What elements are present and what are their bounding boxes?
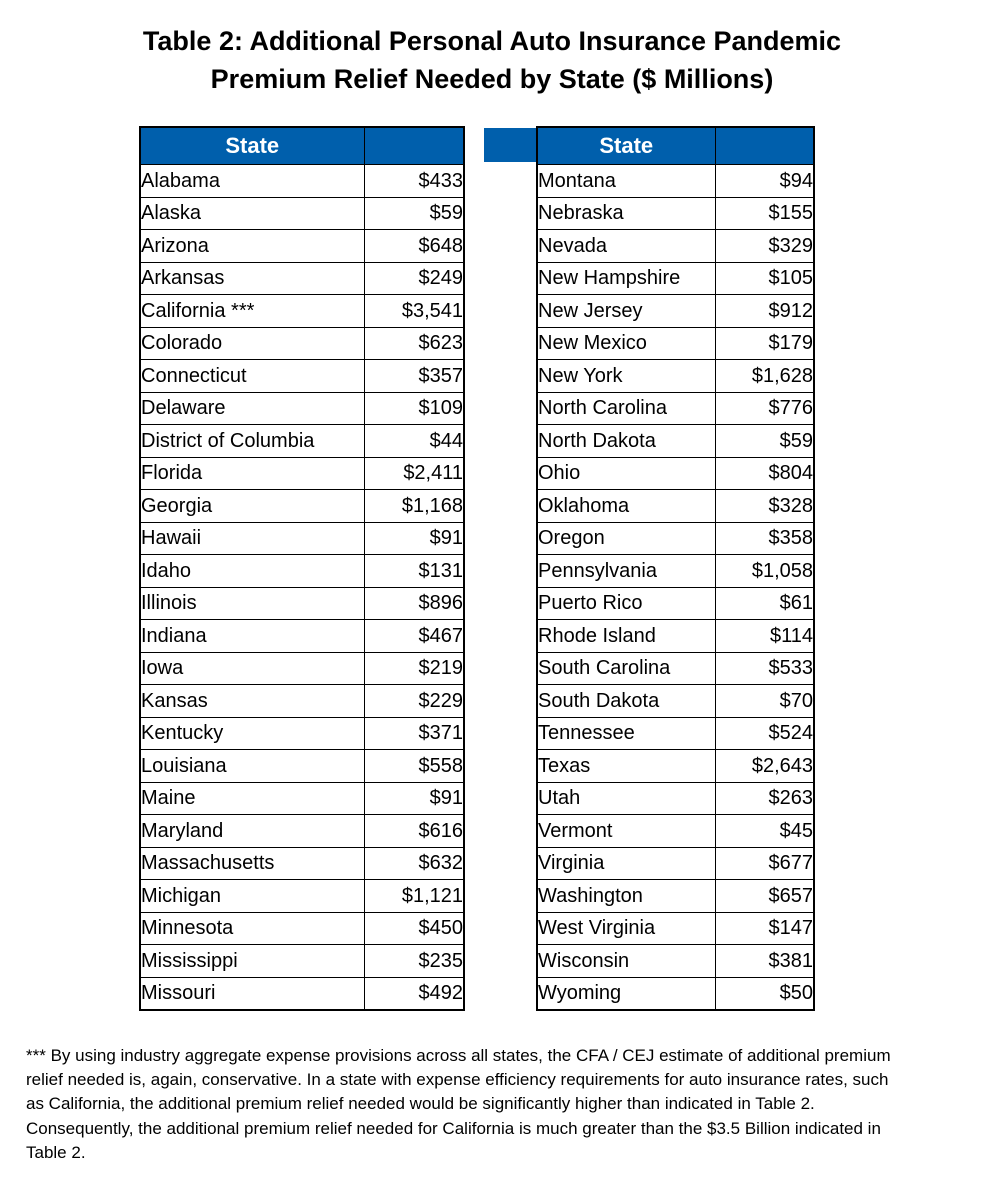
state-name-cell: Delaware [140,392,364,425]
relief-value-cell: $804 [715,457,814,490]
table-row [537,425,814,458]
state-name-cell: Maine [140,782,364,815]
table-row [537,782,814,815]
relief-value-cell: $155 [715,197,814,230]
footnote [26,1044,976,1165]
state-name-cell: New Mexico [537,327,715,360]
state-name-cell: Montana [537,165,715,198]
table-row [537,977,814,1010]
relief-value-cell: $524 [715,717,814,750]
relief-value-cell: $533 [715,652,814,685]
relief-value-cell: $94 [715,165,814,198]
relief-value-cell: $648 [364,230,464,263]
table-row [537,490,814,523]
state-name-cell: Oklahoma [537,490,715,523]
table-row [537,327,814,360]
state-name-cell: North Carolina [537,392,715,425]
title-line-1: Table 2: Additional Personal Auto Insurance Pandemic [142,26,842,56]
state-name-cell: Nebraska [537,197,715,230]
relief-value-cell: $61 [715,587,814,620]
state-name-cell: Missouri [140,977,364,1010]
column-header-state: State [537,127,715,165]
table-row [537,457,814,490]
table-row [140,685,464,718]
relief-value-cell: $1,058 [715,555,814,588]
table-row [140,652,464,685]
table-row [537,685,814,718]
footnote-line: Table 2. [26,1142,86,1162]
relief-value-cell: $50 [715,977,814,1010]
table-row [537,522,814,555]
table-row [537,945,814,978]
relief-value-cell: $91 [364,782,464,815]
table-row [537,815,814,848]
state-name-cell: Utah [537,782,715,815]
state-name-cell: Maryland [140,815,364,848]
relief-value-cell: $131 [364,555,464,588]
state-name-cell: Indiana [140,620,364,653]
table-row [140,522,464,555]
state-name-cell: North Dakota [537,425,715,458]
state-name-cell: Pennsylvania [537,555,715,588]
page-title [0,22,984,98]
table-row [140,230,464,263]
relief-value-cell: $229 [364,685,464,718]
table-body [140,165,464,1011]
relief-value-cell: $45 [715,815,814,848]
state-name-cell: South Carolina [537,652,715,685]
table-row [140,977,464,1010]
state-name-cell: Louisiana [140,750,364,783]
footnote-line: as California, the additional premium relief needed would be significantly higher than indicated in Table 2. [26,1094,815,1114]
state-name-cell: Oregon [537,522,715,555]
state-name-cell: West Virginia [537,912,715,945]
state-name-cell: Wisconsin [537,945,715,978]
relief-value-cell: $105 [715,262,814,295]
relief-value-cell: $263 [715,782,814,815]
relief-value-cell: $381 [715,945,814,978]
table-body [537,165,814,1011]
table-row [140,327,464,360]
relief-value-cell: $616 [364,815,464,848]
state-name-cell: Virginia [537,847,715,880]
header-connector-band [484,128,536,162]
state-name-cell: New Jersey [537,295,715,328]
table-row [537,880,814,913]
table-row [537,165,814,198]
state-name-cell: Kansas [140,685,364,718]
column-header-state: State [140,127,364,165]
relief-value-cell: $328 [715,490,814,523]
table-row [140,392,464,425]
relief-value-cell: $357 [364,360,464,393]
title-line-2: Premium Relief Needed by State ($ Millions) [210,64,774,94]
state-name-cell: South Dakota [537,685,715,718]
table-row [537,197,814,230]
relief-value-cell: $896 [364,587,464,620]
footnote-line: relief needed is, again, conservative. In a state with expense efficiency requirements for auto insurance rates, such [26,1070,889,1090]
relief-value-cell: $2,411 [364,457,464,490]
relief-value-cell: $147 [715,912,814,945]
state-name-cell: Massachusetts [140,847,364,880]
state-name-cell: Illinois [140,587,364,620]
table-row [537,295,814,328]
state-table-left [139,126,465,1011]
table-row [537,750,814,783]
relief-value-cell: $623 [364,327,464,360]
state-name-cell: Florida [140,457,364,490]
table-row [537,360,814,393]
table-row [140,717,464,750]
relief-value-cell: $558 [364,750,464,783]
relief-value-cell: $776 [715,392,814,425]
relief-value-cell: $235 [364,945,464,978]
state-name-cell: Alabama [140,165,364,198]
column-header-value [364,127,464,165]
table-row [140,815,464,848]
relief-value-cell: $467 [364,620,464,653]
footnote-line: *** By using industry aggregate expense provisions across all states, the CFA / CEJ estimate of additional premium [26,1046,891,1065]
relief-value-cell: $1,121 [364,880,464,913]
state-name-cell: Wyoming [537,977,715,1010]
relief-value-cell: $249 [364,262,464,295]
state-name-cell: Vermont [537,815,715,848]
state-name-cell: Rhode Island [537,620,715,653]
relief-value-cell: $1,168 [364,490,464,523]
relief-value-cell: $3,541 [364,295,464,328]
table-row [140,197,464,230]
relief-value-cell: $109 [364,392,464,425]
table-row [537,262,814,295]
state-table-right [536,126,815,1011]
table-row [140,295,464,328]
relief-value-cell: $2,643 [715,750,814,783]
state-name-cell: Puerto Rico [537,587,715,620]
table-row [140,750,464,783]
table-row [537,847,814,880]
footnote-line: Consequently, the additional premium relief needed for California is much greater than the $3.5 Billion indicated in [26,1118,881,1138]
state-name-cell: Kentucky [140,717,364,750]
table-row [140,425,464,458]
table-header-row [140,127,464,165]
table-row [140,555,464,588]
table-row [140,490,464,523]
relief-value-cell: $677 [715,847,814,880]
table-row [140,945,464,978]
table-row [537,912,814,945]
table-header-row [537,127,814,165]
relief-value-cell: $70 [715,685,814,718]
state-name-cell: Washington [537,880,715,913]
table-row [140,912,464,945]
table-row [140,360,464,393]
state-name-cell: Arizona [140,230,364,263]
relief-value-cell: $632 [364,847,464,880]
relief-value-cell: $179 [715,327,814,360]
state-name-cell: Michigan [140,880,364,913]
relief-value-cell: $91 [364,522,464,555]
relief-value-cell: $912 [715,295,814,328]
state-name-cell: Colorado [140,327,364,360]
table-row [537,652,814,685]
state-name-cell: Alaska [140,197,364,230]
table-row [537,620,814,653]
state-name-cell: District of Columbia [140,425,364,458]
state-name-cell: California *** [140,295,364,328]
table-row [140,165,464,198]
state-name-cell: New Hampshire [537,262,715,295]
relief-value-cell: $114 [715,620,814,653]
state-name-cell: Iowa [140,652,364,685]
relief-value-cell: $59 [364,197,464,230]
state-name-cell: Idaho [140,555,364,588]
state-name-cell: Mississippi [140,945,364,978]
table-row [140,782,464,815]
relief-value-cell: $657 [715,880,814,913]
relief-value-cell: $59 [715,425,814,458]
state-name-cell: Hawaii [140,522,364,555]
relief-value-cell: $329 [715,230,814,263]
relief-value-cell: $44 [364,425,464,458]
table-row [537,392,814,425]
state-name-cell: Ohio [537,457,715,490]
state-name-cell: New York [537,360,715,393]
table-row [140,847,464,880]
state-name-cell: Minnesota [140,912,364,945]
relief-value-cell: $450 [364,912,464,945]
state-name-cell: Arkansas [140,262,364,295]
state-name-cell: Nevada [537,230,715,263]
table-row [140,262,464,295]
table-row [537,587,814,620]
table-row [537,717,814,750]
state-name-cell: Georgia [140,490,364,523]
table-row [140,880,464,913]
relief-value-cell: $492 [364,977,464,1010]
state-name-cell: Connecticut [140,360,364,393]
relief-value-cell: $433 [364,165,464,198]
column-header-value [715,127,814,165]
state-name-cell: Texas [537,750,715,783]
relief-value-cell: $371 [364,717,464,750]
table-row [537,230,814,263]
table-row [140,620,464,653]
relief-value-cell: $358 [715,522,814,555]
table-row [140,587,464,620]
table-row [140,457,464,490]
table-row [537,555,814,588]
relief-value-cell: $219 [364,652,464,685]
relief-value-cell: $1,628 [715,360,814,393]
state-name-cell: Tennessee [537,717,715,750]
